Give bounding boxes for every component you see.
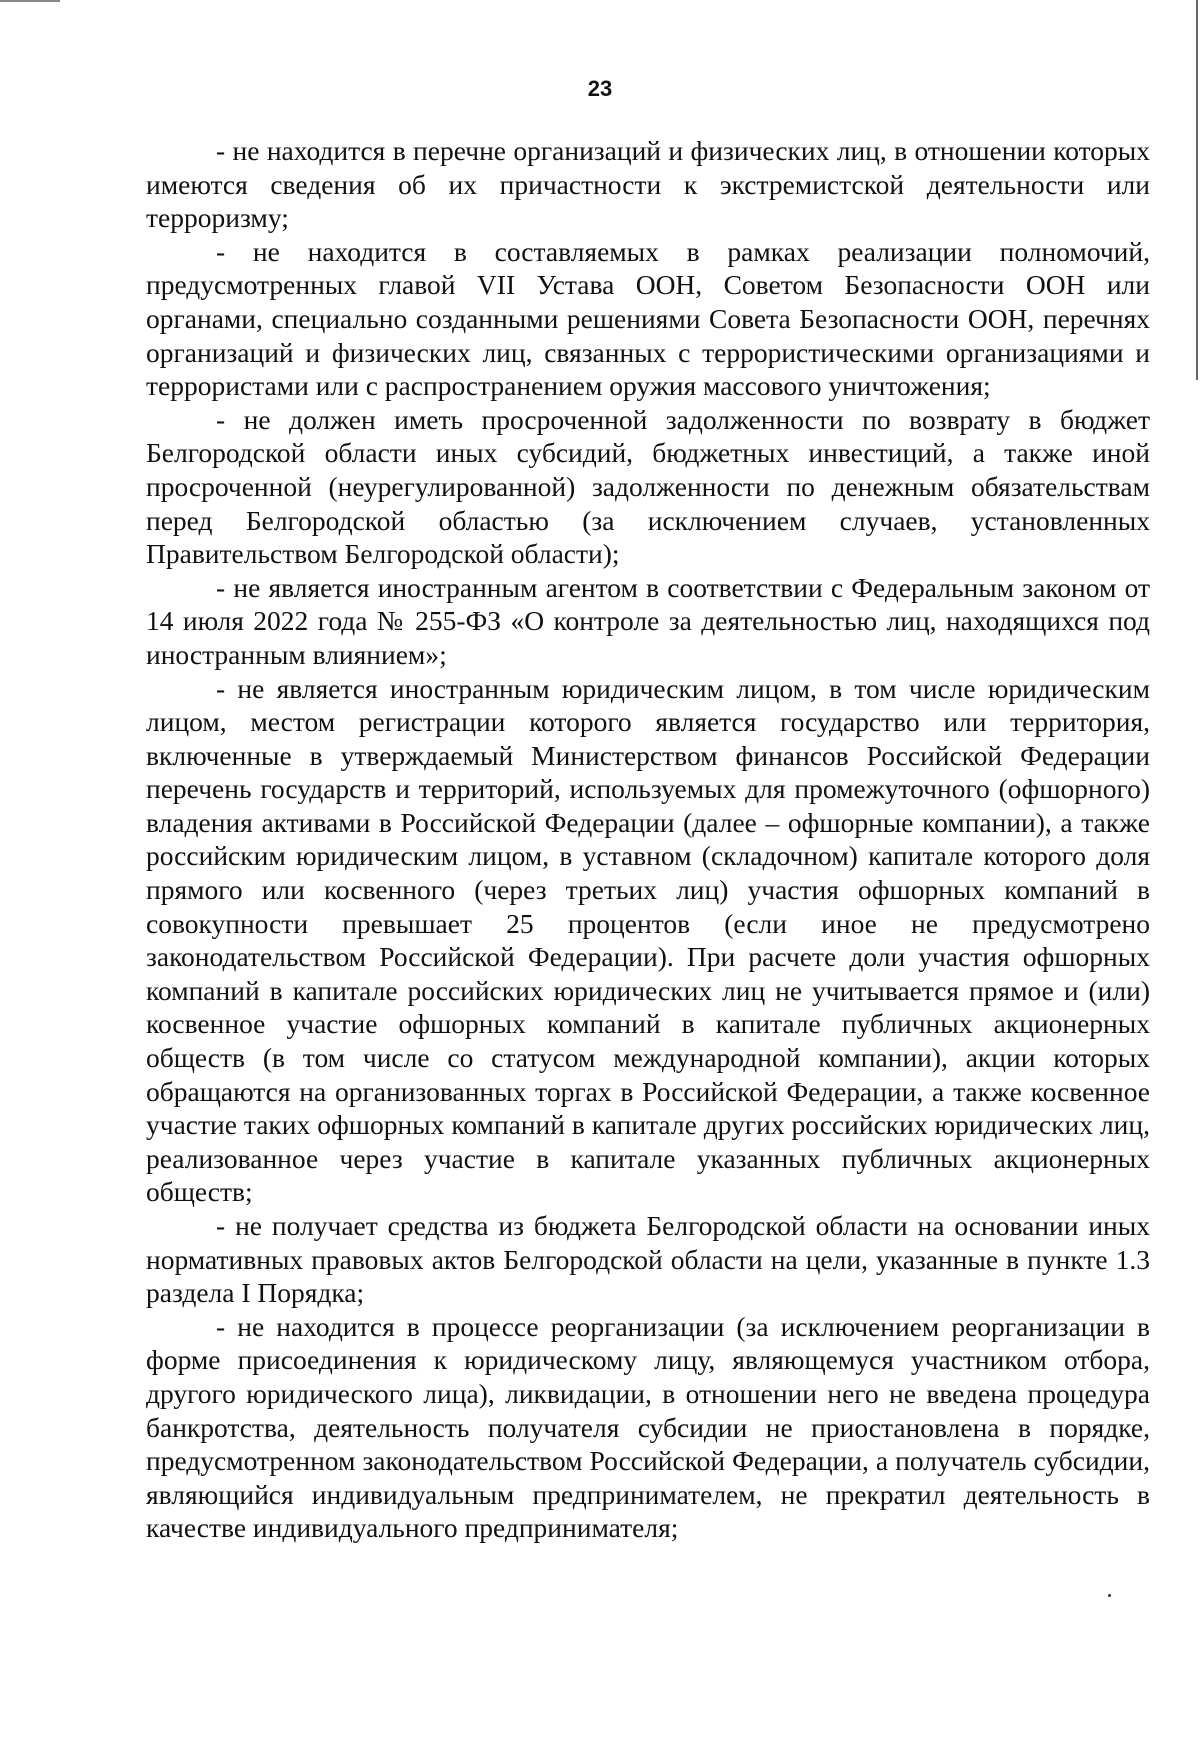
paragraph-un-sanctions-list: - не находится в составляемых в рамках реализации полномочий, предусмотренных главой VII Устава ООН, Советом Безопасности ООН или органами, специально созданными решениями Совета Безопасности ООН, перечнях организаций и физических лиц, связанных с террористическими организациями и террористами или с распространением оружия массового уничтожения; <box>146 235 1150 402</box>
document-body <box>146 134 1150 1545</box>
paragraph-extremism-list: - не находится в перечне организаций и физических лиц, в отношении которых имеются сведения об их причастности к экстремистской деятельности или терроризму; <box>146 135 1150 234</box>
scan-edge-line-right <box>1196 0 1198 380</box>
page-number: 23 <box>587 76 613 101</box>
paragraph-offshore-companies: - не является иностранным юридическим лицом, в том числе юридическим лицом, местом регистрации которого является государство или территория, включенные в утверждаемый Министерством финансов Российской Федерации перечень государств и территорий, используемых для промежуточного (офшорного) владения активами в Российской Федерации (далее – офшорные компании), а также российским юридическим лицом, в уставном (складочном) капитале которого доля прямого или косвенного (через третьих лиц) участия офшорных компаний в совокупности превышает 25 процентов (если иное не предусмотрено законодательством Российской Федерации). При расчете доли участия офшорных компаний в капитале российских юридических лиц не учитывается прямое и (или) косвенное участие офшорных компаний в капитале публичных акционерных обществ (в том числе со статусом международной компании), акции которых обращаются на организованных торгах в Российской Федерации, а также косвенное участие таких офшорных компаний в капитале других российских юридических лиц, реализованное через участие в капитале указанных публичных акционерных обществ; <box>146 672 1150 1208</box>
paragraph-overdue-debt: - не должен иметь просроченной задолженности по возврату в бюджет Белгородской области иных субсидий, бюджетных инвестиций, а также иной просроченной (неурегулированной) задолженности по денежным обязательствам перед Белгородской областью (за исключением случаев, установленных Правительством Белгородской области); <box>146 403 1150 570</box>
scan-dot-mark <box>1108 1594 1111 1597</box>
paragraph-reorganization: - не находится в процессе реорганизации (за исключением реорганизации в форме присоединения к юридическому лицу, являющемуся участником отбора, другого юридического лица), ликвидации, в отношении него не введена процедура банкротства, деятельность получателя субсидии не приостановлена в порядке, предусмотренном законодательством Российской Федерации, а получатель субсидии, являющийся индивидуальным предпринимателем, не прекратил деятельность в качестве индивидуального предпринимателя; <box>146 1310 1150 1544</box>
scan-edge-line-top <box>0 0 60 2</box>
paragraph-other-budget-funds: - не получает средства из бюджета Белгородской области на основании иных нормативных правовых актов Белгородской области на цели, указанные в пункте 1.3 раздела I Порядка; <box>146 1210 1150 1309</box>
paragraph-foreign-agent: - не является иностранным агентом в соответствии с Федеральным законом от 14 июля 2022 года № 255-ФЗ «О контроле за деятельностью лиц, находящихся под иностранным влиянием»; <box>146 571 1150 670</box>
